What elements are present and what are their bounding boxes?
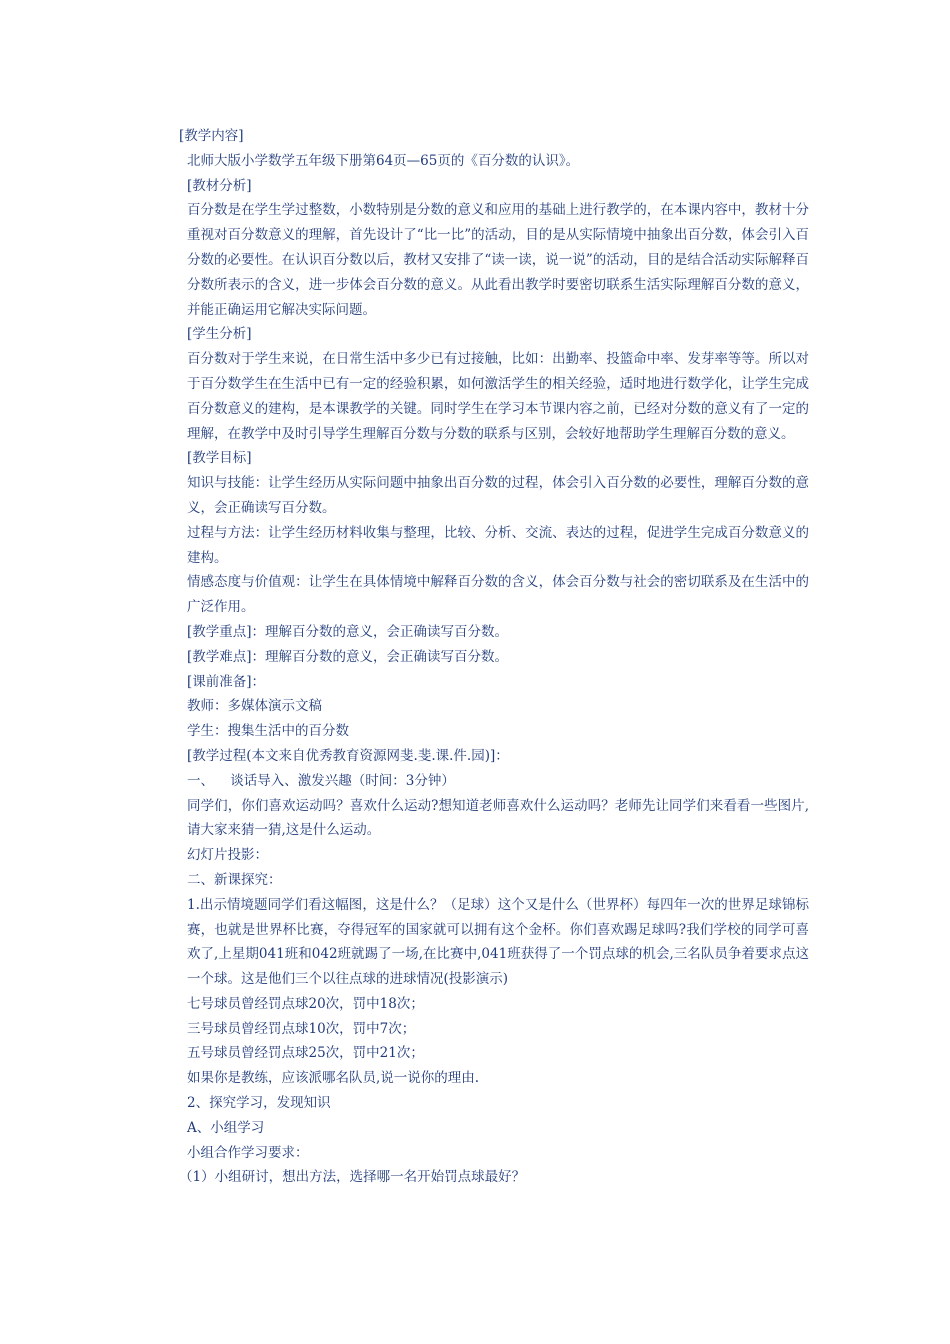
- paragraph-student-analysis: 百分数对于学生来说，在日常生活中多少已有过接触，比如：出勤率、投篮命中率、发芽率等等。所以对于百分数学生在生活中已有一定的经验积累，如何激活学生的相关经验，适时地进行数学化，让学生完成百分数意义的建构，是本课教学的关键。同时学生在学习本节课内容之前，已经对分数的意义有了一定的理解，在教学中及时引导学生理解百分数与分数的联系与区别，会较好地帮助学生理解百分数的意义。: [187, 351, 809, 442]
- paragraph-situation: 1.出示情境题同学们看这幅图，这是什么？（足球）这个又是什么（世界杯）每四年一次的世界足球锦标赛，也就是世界杯比赛，夺得冠军的国家就可以拥有这个金杯。你们喜欢踢足球吗?我们学校的同学可喜欢了,上星期041班和042班就踢了一场,在比赛中,041班获得了一个罚点球的机会,三名队员争着要求点这一个球。这是他们三个以往点球的进球情况(投影演示): [187, 896, 809, 988]
- heading-student-analysis: [学生分析]: [187, 326, 252, 343]
- document-body: [179, 124, 809, 1190]
- line-explore-learning: 2、探究学习，发现知识: [187, 1095, 331, 1112]
- heading-preparation: [课前准备]：: [187, 673, 266, 690]
- paragraph-intro-talk: 同学们，你们喜欢运动吗？喜欢什么运动?想知道老师喜欢什么运动吗？老师先让同学们来看看一些图片,请大家来猜一猜,这是什么运动。: [187, 797, 809, 839]
- line-group-learning: A、小组学习: [187, 1119, 265, 1136]
- line-teacher-prep: 教师：多媒体演示文稿: [187, 698, 322, 715]
- paragraph-goal-attitude: 情感态度与价值观：让学生在具体情境中解释百分数的含义，体会百分数与社会的密切联系及在生活中的广泛作用。: [187, 574, 809, 616]
- line-step-one: 一、 谈话导入、激发兴趣（时间：3分钟）: [187, 772, 455, 789]
- line-slide-projection: 幻灯片投影：: [187, 847, 268, 864]
- line-step-two: 二、新课探究：: [187, 871, 282, 888]
- paragraph-goal-process: 过程与方法：让学生经历材料收集与整理，比较、分析、交流、表达的过程，促进学生完成百分数意义的建构。: [187, 524, 809, 566]
- line-requirement-one: （1）小组研讨，想出方法，选择哪一名开始罚点球最好？: [179, 1169, 526, 1186]
- line-player-three: 三号球员曾经罚点球10次，罚中7次；: [187, 1020, 416, 1037]
- paragraph-material-analysis: 百分数是在学生学过整数，小数特别是分数的意义和应用的基础上进行教学的，在本课内容中，教材十分重视对百分数意义的理解，首先设计了“比一比”的活动，目的是从实际情境中抽象出百分数，体会引入百分数的必要性。在认识百分数以后，教材又安排了“读一读，说一说”的活动，目的是结合活动实际解释百分数所表示的含义，进一步体会百分数的意义。从此看出教学时要密切联系生活实际理解百分数的意义，并能正确运用它解决实际问题。: [187, 202, 809, 318]
- heading-teaching-process: [教学过程(本文来自优秀教育资源网斐.斐.课.件.园)]：: [187, 747, 509, 764]
- line-player-seven: 七号球员曾经罚点球20次，罚中18次；: [187, 995, 424, 1012]
- line-difficult-point: [教学难点]：理解百分数的意义，会正确读写百分数。: [187, 648, 509, 665]
- paragraph-textbook-reference: 北师大版小学数学五年级下册第64页—65页的《百分数的认识》。: [187, 152, 580, 169]
- line-key-point: [教学重点]：理解百分数的意义，会正确读写百分数。: [187, 623, 509, 640]
- line-coach-question: 如果你是教练，应该派哪名队员,说一说你的理由.: [187, 1070, 480, 1087]
- heading-teaching-content: [教学内容]: [179, 128, 244, 144]
- paragraph-goal-knowledge: 知识与技能：让学生经历从实际问题中抽象出百分数的过程，体会引入百分数的必要性，理解百分数的意义，会正确读写百分数。: [187, 475, 809, 516]
- line-student-prep: 学生：搜集生活中的百分数: [187, 723, 349, 740]
- line-player-five: 五号球员曾经罚点球25次，罚中21次；: [187, 1045, 424, 1062]
- line-group-requirements: 小组合作学习要求：: [187, 1144, 309, 1161]
- heading-material-analysis: [教材分析]: [187, 177, 252, 194]
- heading-teaching-goals: [教学目标]: [187, 450, 252, 467]
